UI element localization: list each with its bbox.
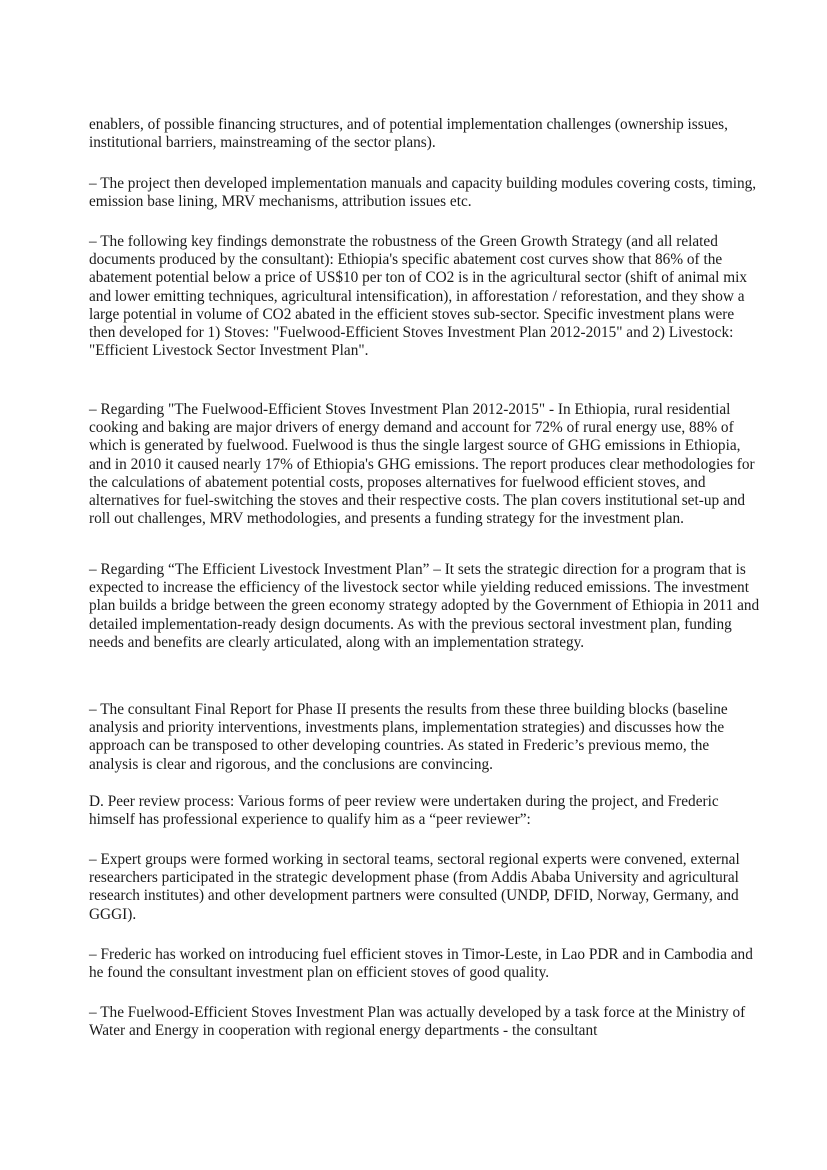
paragraph-text: – Expert groups were formed working in sectoral teams, sectoral regional experts were convened, external researchers participated in the strategic development phase (from Addis Ababa University and agricultural research institutes) and other development partners were consulted (UNDP, DFID, Norway, Germany, and GGGI). [89, 851, 740, 923]
paragraph-text: – The Fuelwood-Efficient Stoves Investment Plan was actually developed by a task force at the Ministry of Water and Energy in cooperation with regional energy departments - the consultant [89, 1004, 746, 1040]
paragraph-text: enablers, of possible financing structures, and of potential implementation challenges (ownership issues, institutional barriers, mainstreaming of the sector plans). [89, 116, 728, 152]
paragraph-key-findings [89, 233, 761, 360]
paragraph-text: – The project then developed implementation manuals and capacity building modules covering costs, timing, emission base lining, MRV mechanisms, attribution issues etc. [89, 175, 757, 211]
paragraph-text: – The following key findings demonstrate the robustness of the Green Growth Strategy (and all related documents produced by the consultant): Ethiopia's specific abatement cost curves show that 86% of the abatement potential below a price of US$10 per ton of CO2 is in the agricultural sector (shift of animal mix and lower emitting techniques, agricultural intensification), in afforestation / reforestation, and they show a large potential in volume of CO2 abated in the efficient stoves sub-sector. Specific investment plans were then developed for 1) Stoves: "Fuelwood-Efficient Stoves Investment Plan 2012-2015" and 2) Livestock: "Efficient Livestock Sector Investment Plan". [89, 233, 748, 360]
paragraph-stoves-plan [89, 401, 761, 528]
paragraph-text: – The consultant Final Report for Phase II presents the results from these three building blocks (baseline analysis and priority interventions, investments plans, implementation strategies) and discusses how the approach can be transposed to other developing countries. As stated in Frederic’s previous memo, the analysis is clear and rigorous, and the conclusions are convincing. [89, 701, 728, 773]
paragraph-task-force [89, 1004, 761, 1040]
paragraph-frederic-experience [89, 946, 761, 982]
paragraph-expert-groups [89, 851, 761, 924]
paragraph-peer-review [89, 793, 761, 829]
paragraph-final-report [89, 701, 761, 774]
paragraph-livestock-plan [89, 561, 761, 652]
paragraph-text: D. Peer review process: Various forms of peer review were undertaken during the project, and Frederic himself has professional experience to qualify him as a “peer reviewer”: [89, 793, 719, 829]
paragraph-text: – Regarding “The Efficient Livestock Investment Plan” – It sets the strategic direction for a program that is expected to increase the efficiency of the livestock sector while yielding reduced emissions. The investment plan builds a bridge between the green economy strategy adopted by the Government of Ethiopia in 2011 and detailed implementation-ready design documents. As with the previous sectoral investment plan, funding needs and benefits are clearly articulated, along with an implementation strategy. [89, 561, 760, 651]
paragraph-financing-challenges [89, 116, 761, 152]
paragraph-text: – Frederic has worked on introducing fuel efficient stoves in Timor-Leste, in Lao PDR and in Cambodia and he found the consultant investment plan on efficient stoves of good quality. [89, 946, 753, 982]
paragraph-text: – Regarding "The Fuelwood-Efficient Stoves Investment Plan 2012-2015" - In Ethiopia, rural residential cooking and baking are major drivers of energy demand and account for 72% of rural energy use, 88% of which is generated by fuelwood. Fuelwood is thus the single largest source of GHG emissions in Ethiopia, and in 2010 it caused nearly 17% of Ethiopia's GHG emissions. The report produces clear methodologies for the calculations of abatement potential costs, proposes alternatives for fuelwood efficient stoves, and alternatives for fuel-switching the stoves and their respective costs. The plan covers institutional set-up and roll out challenges, MRV methodologies, and presents a funding strategy for the investment plan. [89, 401, 755, 528]
paragraph-implementation-manuals [89, 175, 761, 211]
